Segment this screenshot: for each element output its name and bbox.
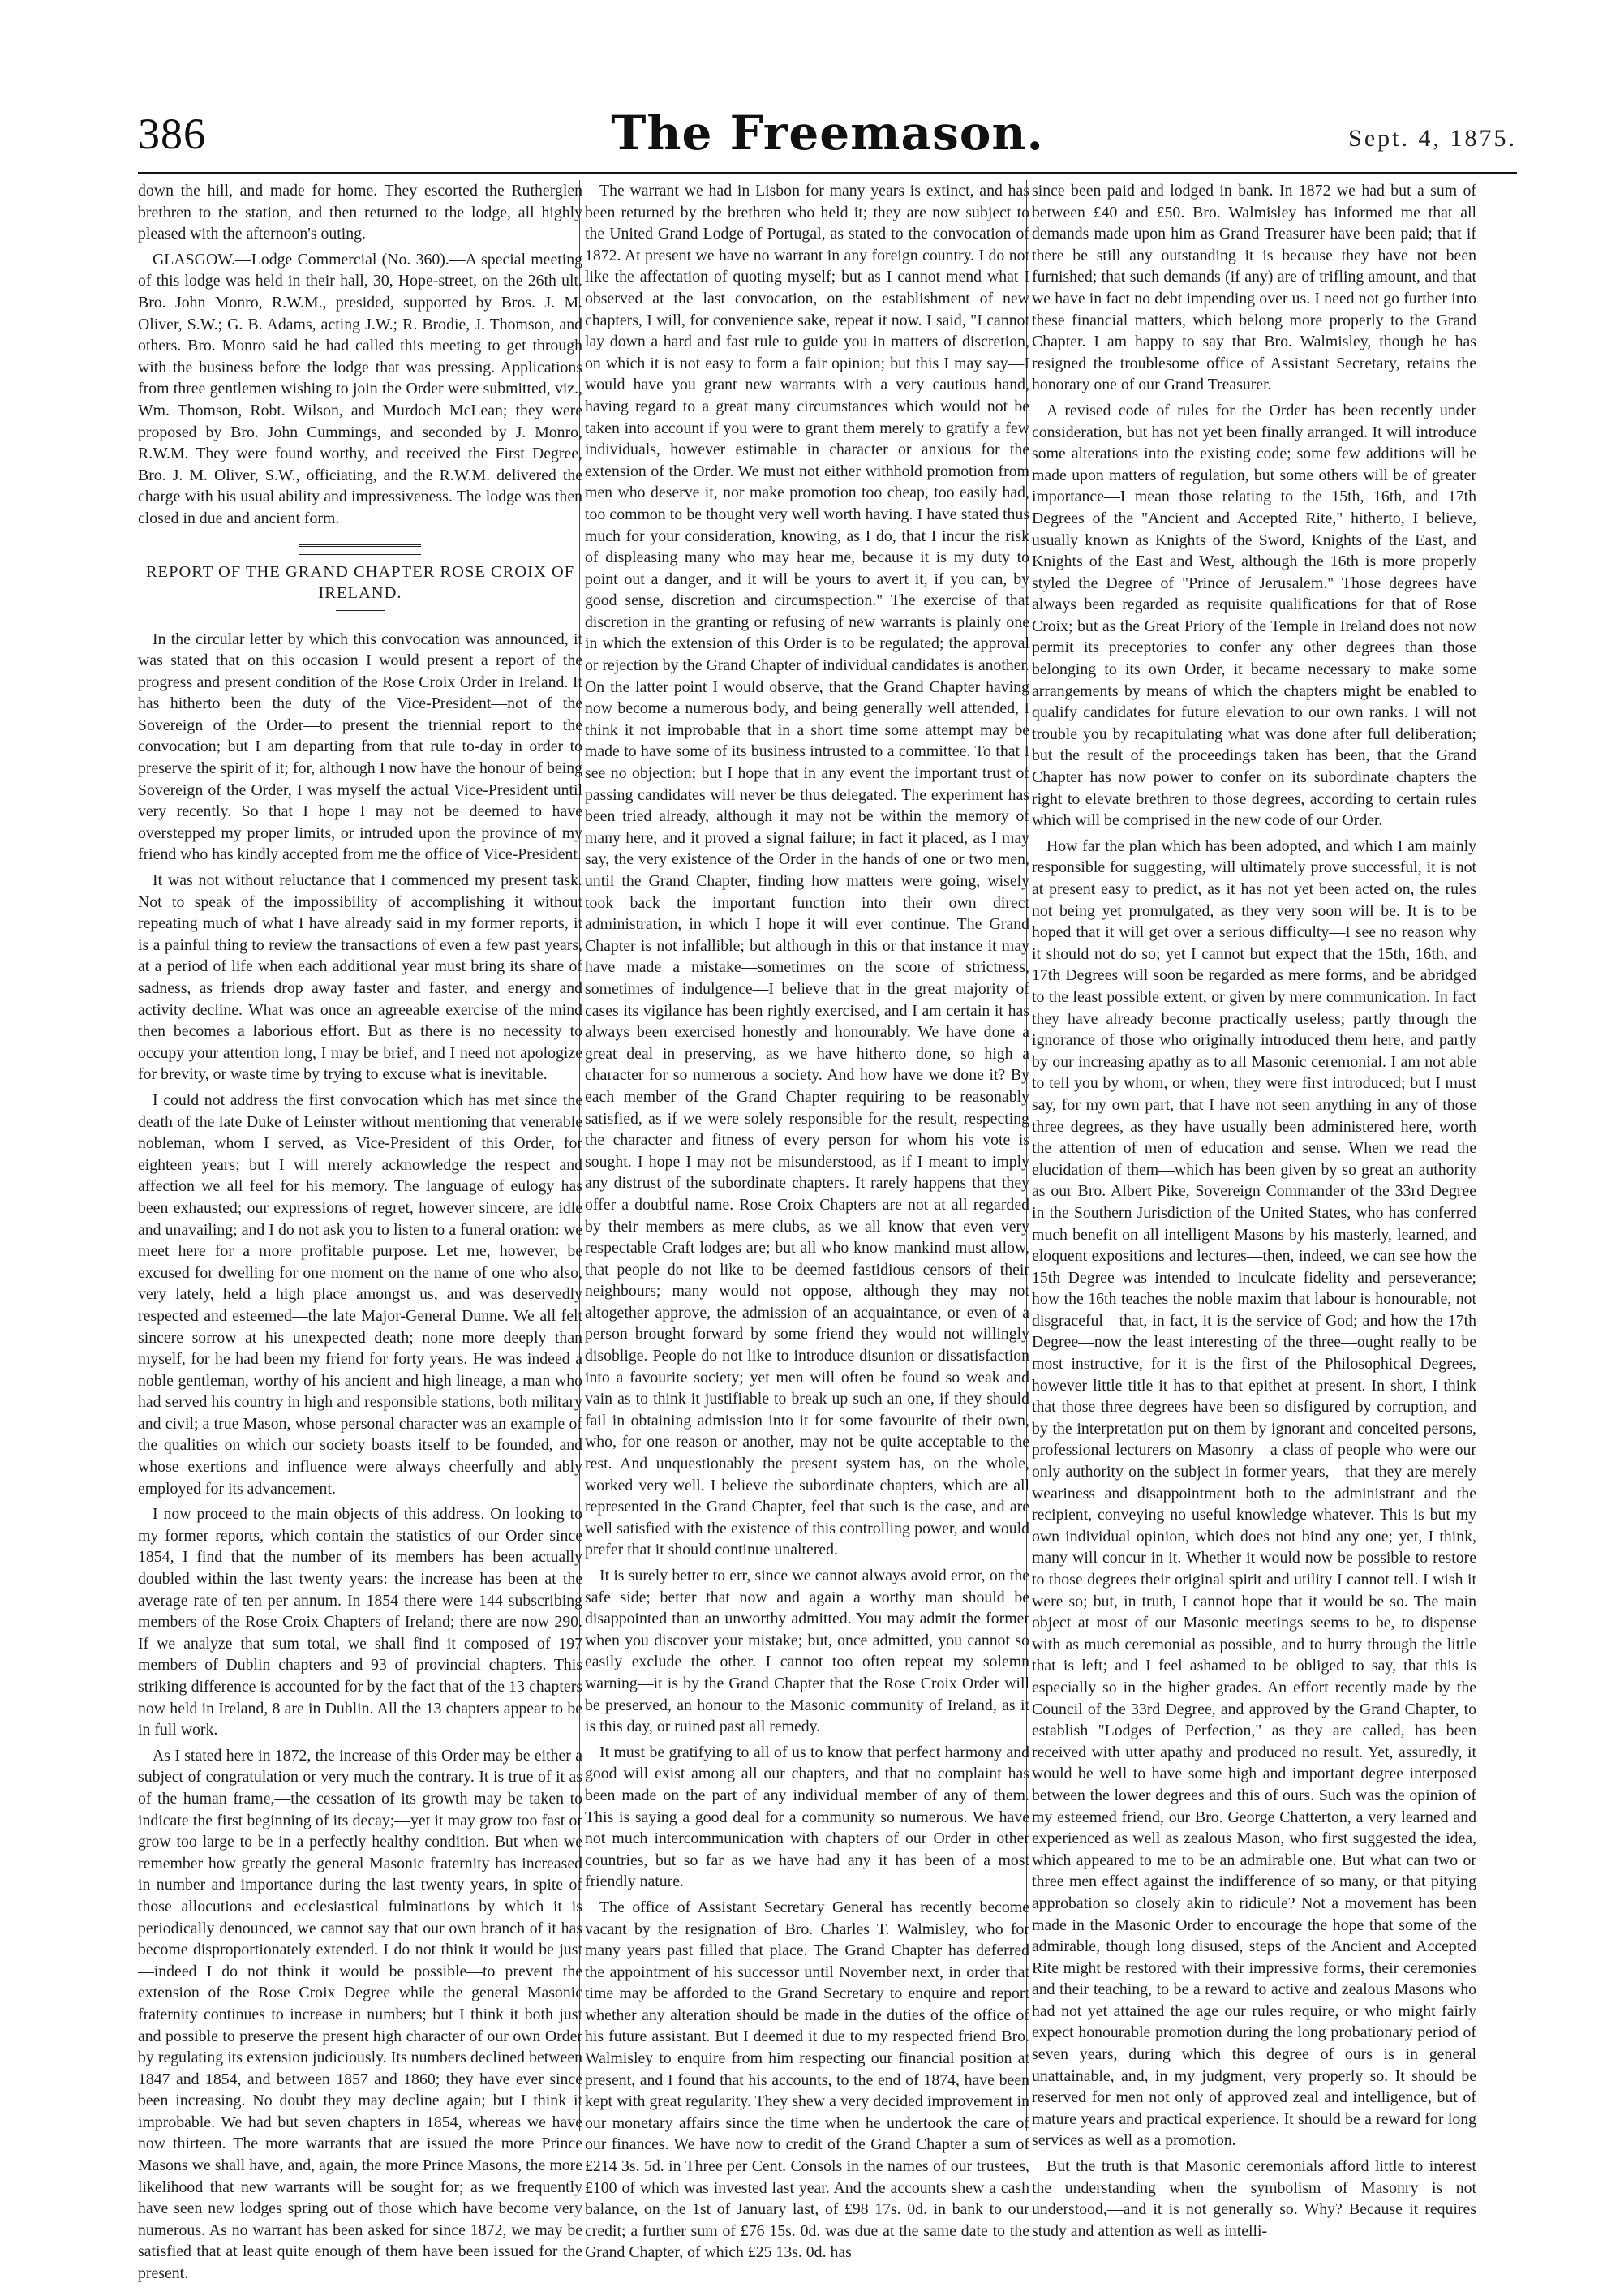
heading-rule	[336, 610, 385, 611]
column-1	[138, 180, 582, 2283]
paragraph: since been paid and lodged in bank. In 1872 we had but a sum of between £40 and £50. Bro. Walmisley has informed me that all demands made upon him as Grand Treasurer have been paid; that if there be still any outstanding it is because they have not been furnished; that such demands (if any) are of trifling amount, and that we have in fact no debt impending over us. I need not go further into these financial matters, which belong more properly to the Grand Chapter. I am happy to say that Bro. Walmisley, though he has resigned the troublesome office of Assistant Secretary, retains the honorary one of our Grand Treasurer.	[1032, 182, 1476, 394]
paragraph: But the truth is that Masonic ceremonials afford little to interest the understanding when the symbolism of Masonry is not understood,—and it is not generally so. Why? Because it requires study and attention as well as intelli-	[1032, 2157, 1476, 2240]
paragraph: I now proceed to the main objects of this address. On looking to my former reports, which contain the statistics of our Order since 1854, I find that the number of its members has been actually doubled within the last twenty years: the increase has been at the average rate of ten per annum. In 1854 there were 144 subscribing members of the Rose Croix Chapters of Ireland; there are now 290. If we analyze that sum total, we shall find it composed of 197 members of Dublin chapters and 93 of provincial chapters. This striking difference is accounted for by the fact that of the 13 chapters now held in Ireland, 8 are in Dublin. All the 13 chapters appear to be in full work.	[138, 1505, 582, 1739]
paragraph: I could not address the first convocation which has met since the death of the late Duke of Leinster without mentioning that venerable nobleman, whom I served, as Vice-President of this Order, for eighteen years; but I will merely acknowledge the respect and affection we all feel for his memory. The language of eulogy has been exhausted; our expressions of regret, however sincere, are idle and unavailing; and I do not ask you to listen to a funeral oration: we meet here for a more profitable purpose. Let me, however, be excused for dwelling for one moment on the name of one who also, very lately, held a high place amongst us, and was deservedly respected and esteemed—the late Major-General Dunne. We all felt sincere sorrow at his unexpected death; none more deeply than myself, for he had been my friend for forty years. He was indeed a noble gentleman, worthy of his ancient and high lineage, a man who had served his country in high and responsible stations, both military and civil; a true Mason, whose personal character was an example of the qualities on which our society boasts itself to be founded, and whose exertions and influence were always cheerfully and ably employed for its advancement.	[138, 1090, 582, 1498]
paragraph: The warrant we had in Lisbon for many years is extinct, and has been returned by the brethren who held it; they are now subject to the United Grand Lodge of Portugal, as stated to the convocation of 1872. At present we have no warrant in any foreign country. I do not like the affectation of quoting myself; but as I cannot mend what I observed at the last convocation, on the establishment of new chapters, I will, for convenience sake, repeat it now. I said, "I cannot lay down a hard and fast rule to guide you in matters of discretion, on which it is not easy to form a fair opinion; but this I may say—I would have you grant new warrants with a very cautious hand, having regard to a great many circumstances which would not be taken into account if you were to grant them merely to gratify a few individuals, however estimable in character or anxious for the extension of the Order. We must not either withhold promotion from men who deserve it, nor make promotion too cheap, too easily had, too common to be thought very well worth having. I have stated thus much for your consideration, knowing, as I do, that I incur the risk of displeasing many who may hear me, because it is my duty to point out a danger, and it will be yours to avert it, if you can, by good sense, discretion and circumspection." The exercise of that discretion in the granting or refusing of new warrants is plainly one in which the extension of this Order is to be regulated; the approval or rejection by the Grand Chapter of individual candidates is another. On the latter point I would observe, that the Grand Chapter having now become a numerous body, and being generally well attended, I think it not improbable that in a short time some attempt may be made to have some of its business intrusted to a committee. To that I see no objection; but I hope that in any event the important trust of passing candidates will never be thus delegated. The experiment has been tried already, although it may not be within the memory of many here, and it proved a signal failure; in fact it placed, as I may say, the very existence of the Order in the hands of one or two men, until the Grand Chapter, finding how matters were going, wisely took back the important function into their own direct administration, in which I hope it will ever continue. The Grand Chapter is not infallible; but although in this or that instance it may have made a mistake—sometimes on the score of strictness, sometimes of indulgence—I believe that in the great majority of cases its vigilance has been rightly exercised, and I am certain it has always been exercised honestly and honourably. We have done a great deal in preserving, as we have hitherto done, so high a character for so numerous a society. And how have we done it? By each member of the Grand Chapter requiring to be reasonably satisfied, as if we were solely responsible for the result, respecting the character and fitness of every person for whom his vote is sought. I hope I may not be misunderstood, as if I meant to imply any distrust of the subordinate chapters. It rarely happens that they offer a doubtful name. Rose Croix Chapters are not at all regarded by their members as mere clubs, as we all know that even very respectable Craft lodges are; but all who know mankind must allow, that people do not like to be deemed fastidious censors of their neighbours; many would not oppose, although they may not altogether approve, the admission of an acquaintance, or even of a person brought forward by some friend they would not willingly disoblige. People do not like to introduce disunion or dissatisfaction into a favourite society; yet men will often be found so weak and vain as to think it justifiable to break up such an one, if they should fail in obtaining admission into it for some favourite of their own, who, for one reason or another, may not be quite acceptable to the rest. And unquestionably the present system has, on the whole, worked very well. I believe the subordinate chapters, which are all represented in the Grand Chapter, feel that such is the case, and are well satisfied with the existence of this controlling power, and would prefer that it should continue unaltered.	[585, 182, 1029, 1559]
section-ornament	[299, 544, 421, 555]
masthead	[138, 105, 1517, 170]
paragraph: A revised code of rules for the Order has been recently under consideration, but has not yet been finally arranged. It will introduce some alterations into the existing code; some few additions will be made upon matters of regulation, but some others will be of greater importance—I mean those relating to the 15th, 16th, and 17th Degrees of the "Ancient and Accepted Rite," hitherto, I believe, usually known as Knights of the Sword, Knights of the East, and Knights of the East and West, although the 16th is more properly styled the Degree of "Prince of Jerusalem." Those degrees have always been regarded as requisite qualifications for that of Rose Croix; but as the Great Priory of the Temple in Ireland does not now permit its preceptories to confer any other degrees than those belonging to its own Order, it became necessary to make some arrangements by means of which the chapters might be enabled to qualify candidates for future elevation to our own ranks. I will not trouble you by recapitulating what was done after full deliberation; but the result of the proceedings taken has been, that the Grand Chapter has now power to confer on its subordinate chapters the right to elevate brethren to those degrees, according to certain rules which will be comprised in the new code of our Order.	[1032, 401, 1476, 830]
page-number: 386	[138, 110, 206, 158]
issue-date: Sept. 4, 1875.	[1348, 125, 1517, 152]
paragraph: down the hill, and made for home. They escorted the Rutherglen brethren to the station, and then returned to the lodge, all highly pleased with the afternoon's outing.	[138, 182, 582, 243]
lodge-report-paragraph: GLASGOW.—Lodge Commercial (No. 360).—A special meeting of this lodge was held in their hall, 30, Hope-street, on the 26th ult. Bro. John Monro, R.W.M., presided, supported by Bros. J. M. Oliver, S.W.; G. B. Adams, acting J.W.; R. Brodie, J. Thomson, and others. Bro. Monro said he had called this meeting to get through with the business before the lodge that was pressing. Applications from three gentlemen wishing to join the Order were submitted, viz., Wm. Thomson, Robt. Wilson, and Murdoch McLean; they were proposed by Bro. John Cummings, and seconded by J. Monro, R.W.M. They were found worthy, and received the First Degree, Bro. J. M. Oliver, S.W., officiating, and the R.W.M. delivered the charge with his usual ability and impressiveness. The lodge was then closed in due and ancient form.	[138, 250, 582, 527]
paragraph: In the circular letter by which this convocation was announced, it was stated that on this occasion I would present a report of the progress and present condition of the Rose Croix Order in Ireland. It has hitherto been the duty of the Vice-President—not of the Sovereign of the Order—to present the triennial report to the convocation; but I am departing from that rule to-day in order to preserve the spirit of it; for, although I now have the honour of being Sovereign of the Order, I was myself the actual Vice-President until very recently. So that I hope I may not be deemed to have overstepped my proper limits, or intruded upon the province of my friend who has kindly accepted from me the office of Vice-President.	[138, 630, 582, 864]
paragraph: It is surely better to err, since we cannot always avoid error, on the safe side; better that now and again a worthy man should be disappointed than an unworthy admitted. You may admit the former when you discover your mistake; but, once admitted, you cannot so easily exclude the other. I cannot too often repeat my solemn warning—it is by the Grand Chapter that the Rose Croix Order will be preserved, an honour to the Masonic community of Ireland, as it is this day, or ruined past all remedy.	[585, 1567, 1029, 1736]
paragraph: It was not without reluctance that I commenced my present task. Not to speak of the impossibility of accomplishing it without repeating much of what I have already said in my former reports, it is a painful thing to review the transactions of even a few past years, at a period of life when each additional year must bring its share of sadness, as friends drop away faster and faster, and energy and activity decline. What was once an agreeable exercise of the mind then becomes a laborious effort. But as there is no necessity to occupy your attention long, I may be brief, and I need not apologize for brevity, or waste time by trying to excuse what is inevitable.	[138, 871, 582, 1084]
newspaper-title: The Freemason.	[611, 105, 1044, 161]
article-heading: REPORT OF THE GRAND CHAPTER ROSE CROIX OF IRELAND.	[145, 562, 575, 602]
column-2	[585, 180, 1029, 2262]
paragraph: As I stated here in 1872, the increase of this Order may be either a subject of congratulation or very much the contrary. It is true of it as of the human frame,—the cessation of its growth may be taken to indicate the first beginning of its decay;—yet it may grow too fast or grow too large to be in a perfectly healthy condition. But when we remember how greatly the general Masonic fraternity has increased in number and importance during the last twenty years, in spite of those allocutions and ecclesiastical fulminations by which it is periodically denounced, we cannot say that our own branch of it has become disproportionately extended. I do not think it would be just—indeed I do not think it would be possible—to prevent the extension of the Rose Croix Degree while the general Masonic fraternity continues to increase in numbers; but I think it both just and possible to preserve the present high character of our own Order by regulating its extension judiciously. Its numbers declined between 1847 and 1854, and between 1857 and 1860; they have ever since been increasing. No doubt they may decline again; but I think it improbable. We had but seven chapters in 1854, whereas we have now thirteen. The more warrants that are issued the more Prince Masons we shall have, and, again, the more Prince Masons, the more likelihood that new warrants will be sought for; as we frequently have seen new lodges spring out of those which have become very numerous. As no warrant has been asked for since 1872, we may be satisfied that at least quite enough of them have been issued for the present.	[138, 1746, 582, 2283]
paragraph: How far the plan which has been adopted, and which I am mainly responsible for suggesting, will ultimately prove successful, it is not at present easy to predict, as it has not yet been acted on, the rules not being yet promulgated, as they very soon will be. It is to be hoped that it will get over a serious difficulty—I see no reason why it should not do so; yet I cannot but expect that the 15th, 16th, and 17th Degrees will soon be regarded as mere forms, and be abridged to the least possible extent, or given by mere communication. In fact they have already become practically useless; partly through the ignorance of those who originally introduced them here, and partly by our increasing apathy as to all Masonic ceremonial. I am not able to tell you by whom, or when, they were first introduced; but I must say, for my own part, that I have not seen anything in any of those three degrees, as they have usually been administered here, worth the attention of men of education and sense. When we read the elucidation of them—which has been given by so great an authority as our Bro. Albert Pike, Sovereign Commander of the 33rd Degree in the Southern Jurisdiction of the United States, who has conferred much benefit on all intelligent Masons by his masterly, learned, and eloquent expositions and lectures—then, indeed, we can see how the 15th Degree was intended to inculcate fidelity and perseverance; how the 16th teaches the noble maxim that labour is honourable, not disgraceful—that, in fact, it is the service of God; and how the 17th Degree—now the least interesting of the three—ought really to be most instructive, for it is the first of the Philosophical Degrees, however little title it has to that epithet at present. In short, I think that those three degrees have been so disfigured by corruption, and by the interpretation put on them by ignorant and conceited persons, professional lecturers on Masonry—a class of people who were our only authority on the subject in former years,—that they are merely weariness and disappointment both to the administrant and the recipient, conveying no useful knowledge whatever. This is but my own individual opinion, which does not bind any one; yet, I think, many will concur in it. Whether it would now be possible to restore to those degrees their original spirit and utility I cannot tell. I wish it were so; but, in truth, I cannot hope that it would be so. The main object at most of our Masonic meetings seems to be, to dispense with as much ceremonial as possible, and to hurry through the little that is left; and I feel ashamed to be obliged to say, that this is especially so in the higher grades. An effort recently made by the Council of the 33rd Degree, and approved by the Grand Chapter, to establish "Lodges of Perfection," as they are called, has been received with utter apathy and produced no result. Yet, assuredly, it would be well to have some high and important degree interposed between the lower degrees and this of ours. Such was the opinion of my esteemed friend, our Bro. George Chatterton, a very learned and experienced as well as zealous Mason, who first suggested the idea, which appeared to me to be an admirable one. But what can two or three men effect against the indifference of so many, or that pitying approbation so closely akin to ridicule? Not a movement has been made in the Masonic Order to encourage the hope that some of the admirable, though long disused, steps of the Ancient and Accepted Rite might be restored with their impressive forms, their ceremonies and their teaching, to be a reward to active and zealous Masons who had not yet attained the age our rules require, or who might fairly expect honourable promotion during the long probationary period of seven years, during which this degree of ours is in general unattainable, and, in my judgment, very properly so. It should be reserved for men not only of approved zeal and intelligence, but of mature years and practical experience. It should be a reward for long services as well as a promotion.	[1032, 836, 1476, 2150]
paragraph: It must be gratifying to all of us to know that perfect harmony and good will exist among all our chapters, and that no complaint has been made on the part of any individual member of any of them. This is saying a good deal for a community so numerous. We have not much intercommunication with chapters of our Order in other countries, but so far as we have had any it has been of a most friendly nature.	[585, 1743, 1029, 1891]
paragraph: The office of Assistant Secretary General has recently become vacant by the resignation of Bro. Charles T. Walmisley, who for many years past filled that place. The Grand Chapter has deferred the appointment of his successor until November next, in order that time may be afforded to the Grand Secretary to enquire and report whether any alteration should be made in the duties of the office of his future assistant. But I deemed it due to my respected friend Bro. Walmisley to enquire from him respecting our financial position at present, and I found that his accounts, to the end of 1874, have been kept with great regularity. They shew a very decided improvement in our monetary affairs since the time when he undertook the care of our finances. We have now to credit of the Grand Chapter a sum of £214 3s. 5d. in Three per Cent. Consols in the names of our trustees, £100 of which was invested last year. And the accounts shew a cash balance, on the 1st of January last, of £98 17s. 0d. in bank to our credit; a further sum of £76 15s. 0d. was due at the same date to the Grand Chapter, of which £25 13s. 0d. has	[585, 1898, 1029, 2262]
column-3	[1032, 180, 1476, 2240]
masthead-rule	[138, 172, 1517, 174]
